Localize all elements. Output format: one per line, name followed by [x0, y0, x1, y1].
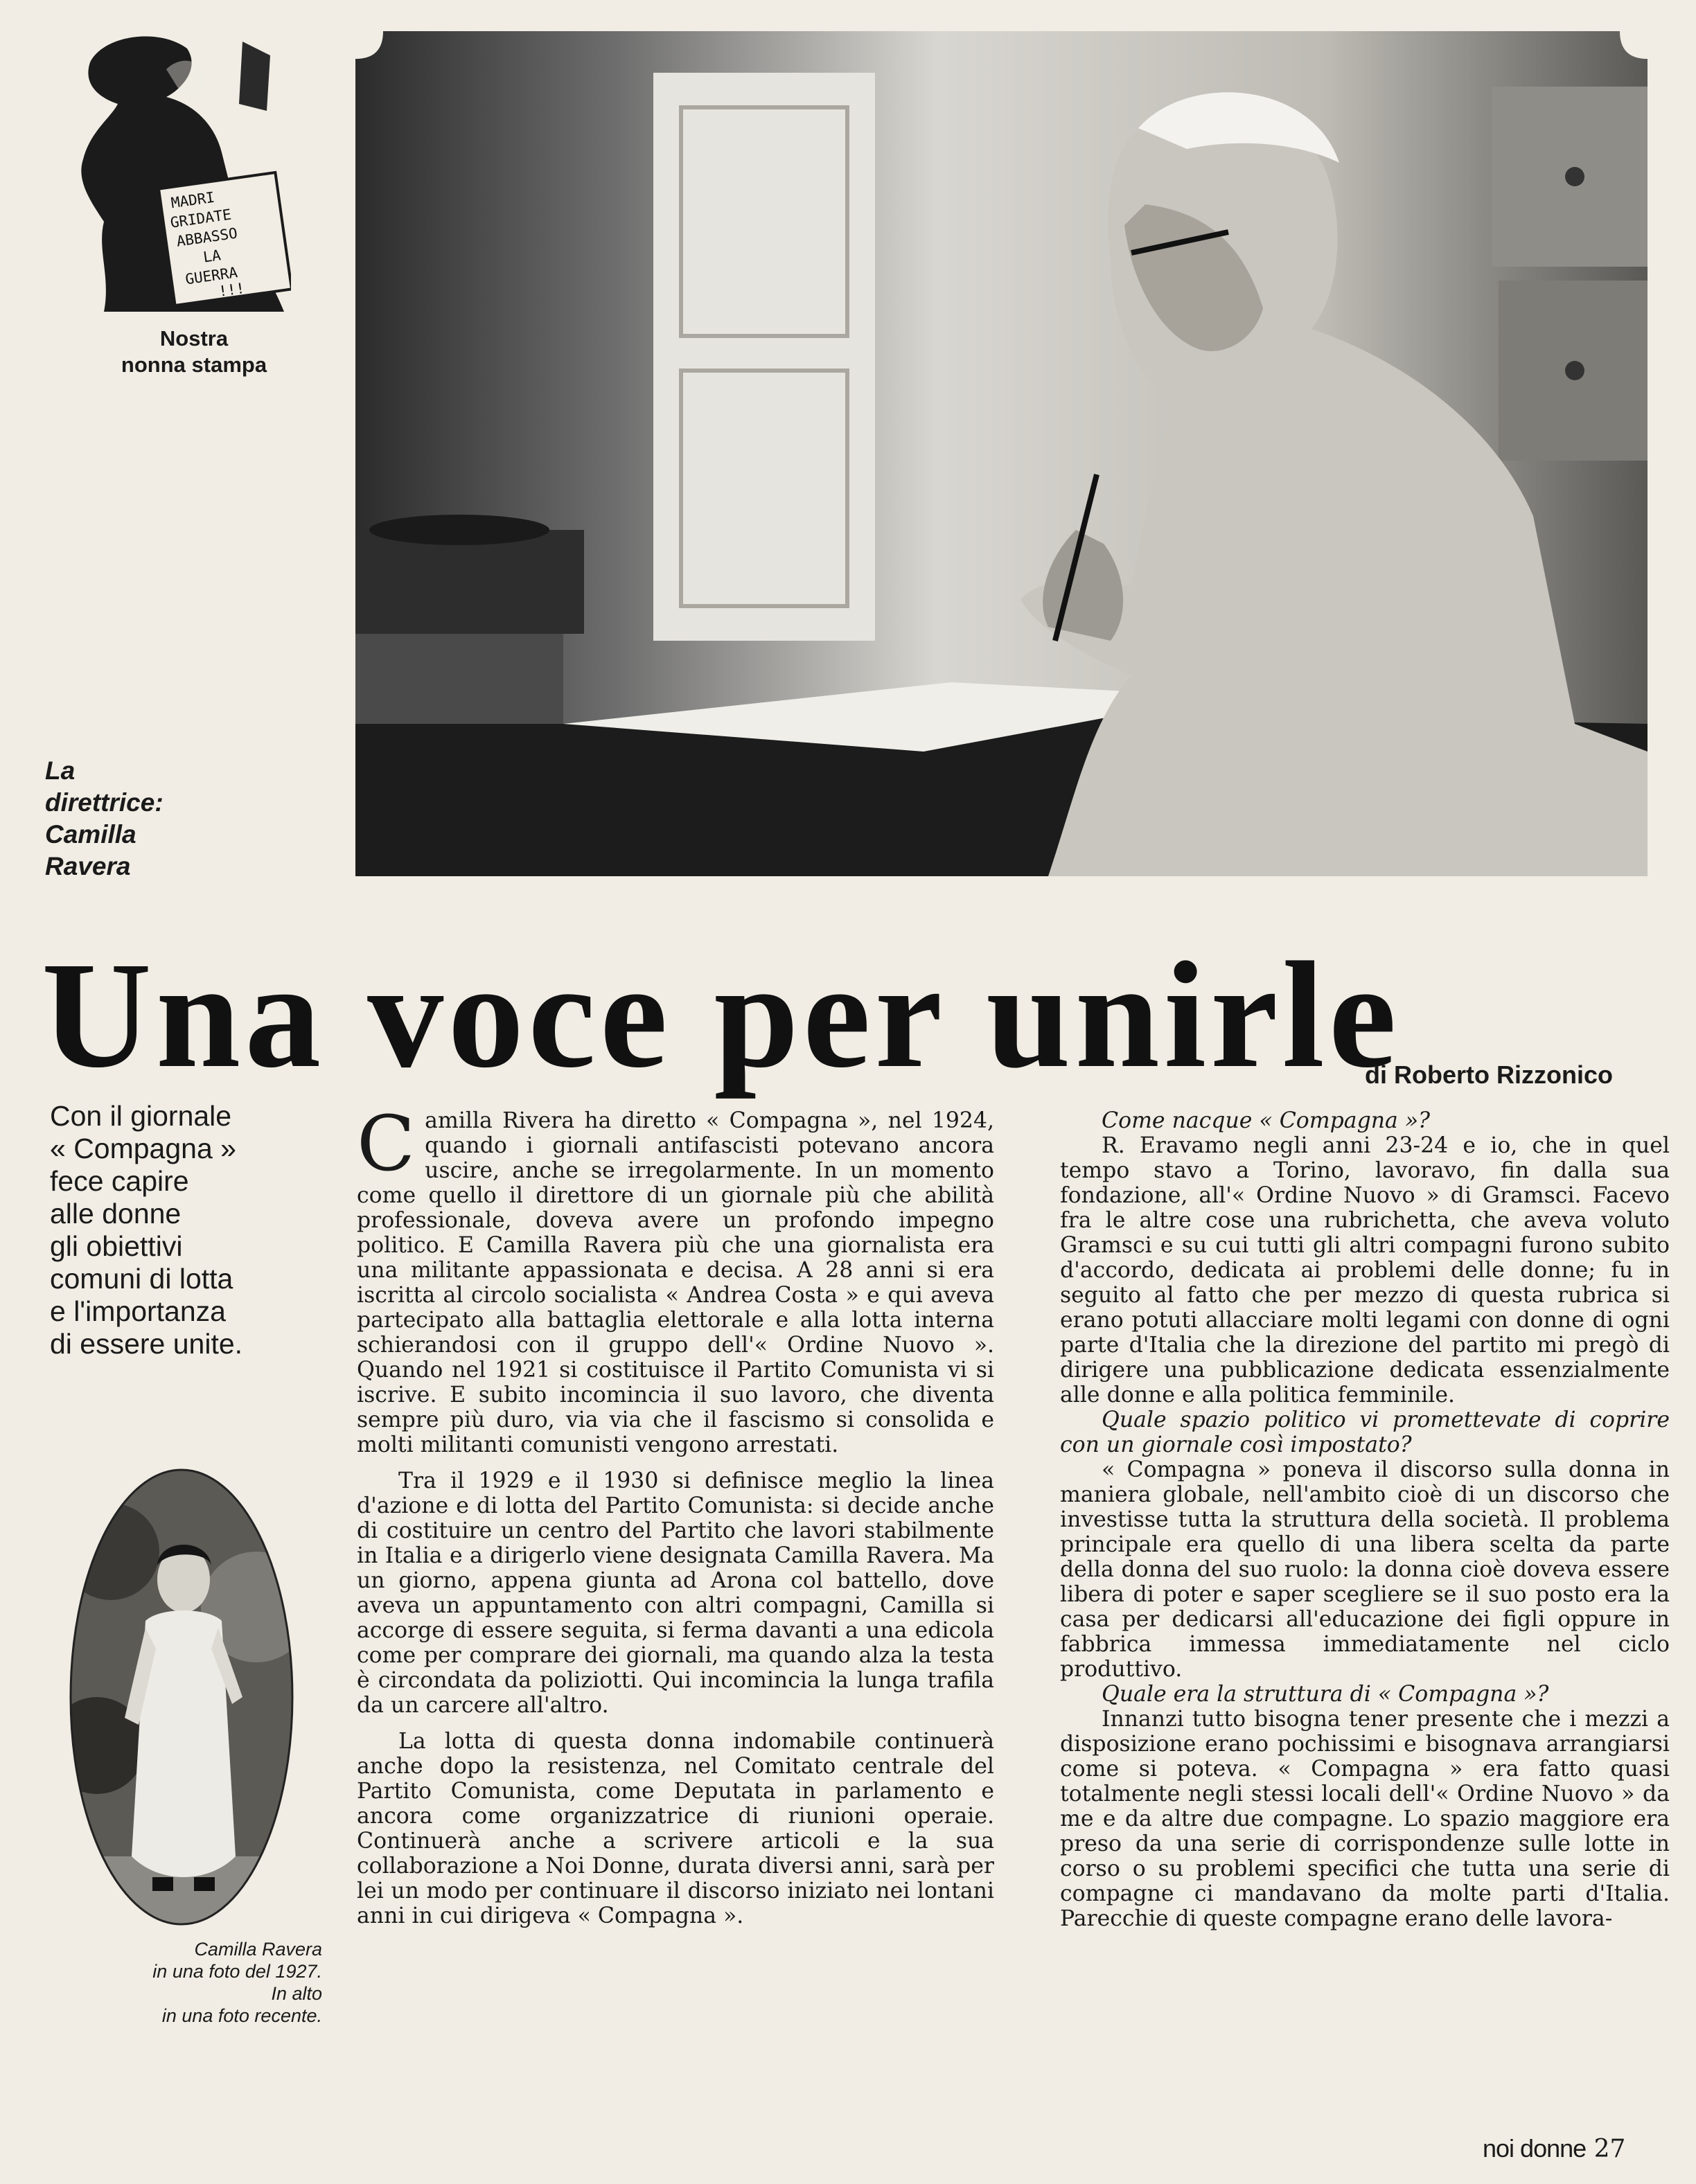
headline: Una voce per unirle: [42, 930, 1401, 1099]
article-paragraph: [357, 1099, 994, 1457]
caption-line: In alto: [271, 1983, 322, 2004]
interview-question: Quale spazio politico vi promettevate di coprire con un giornale così impostato?: [1060, 1408, 1670, 1457]
standfirst-line: alle donne: [50, 1198, 182, 1229]
woman-sign-illustration: [62, 28, 291, 319]
standfirst-line: Con il giornale: [50, 1100, 232, 1132]
standfirst-line: fece capire: [50, 1165, 189, 1197]
sign-text-line: !!!: [217, 279, 246, 300]
standfirst-line: gli obiettivi: [50, 1230, 183, 1262]
standfirst-line: comuni di lotta: [50, 1263, 233, 1295]
caption-line: direttrice:: [45, 788, 164, 817]
article-column-2: [1060, 1108, 1670, 1931]
caption-line: Ravera: [45, 852, 131, 880]
caption-line: Camilla Ravera: [194, 1939, 322, 1960]
interview-answer: « Compagna » poneva il discorso sulla donna in maniera globale, nell'ambito cioè di un discorso che investisse tutta la struttura della società. Il problema principale era quello di una libera scelta da parte della donna del suo ruolo: la donna cioè doveva essere libera di poter e saper scegliere se il suo posto era la casa per dedicarsi all'educazione dei figli oppure in fabbrica immessa immediatamente nel ciclo produttivo.: [1060, 1457, 1670, 1682]
article-column-1: [357, 1099, 994, 1928]
sign-text-line: ABBASSO: [175, 224, 239, 250]
page-footer: [1483, 2133, 1625, 2165]
interview-answer: R. Eravamo negli anni 23-24 e io, che in quel tempo stavo a Torino, lavoravo, fin dalla sua fondazione, all'« Ordine Nuovo » di Gramsci. Facevo fra le altre cose una rubrichetta, che aveva voluto Gramsci e su cui tutti gli altri compagni furono subito d'accordo, dedicata ai problemi delle donne; fu in seguito al fatto che per mezzo di questa rubrica si erano potuti allacciare molti legami con donne di ogni parte d'Italia che la direzione del partito mi pregò di dirigere una pubblicazione dedicata essenzialmente alle donne e alla politica femminile.: [1060, 1133, 1670, 1408]
magazine-name: noi donne: [1483, 2134, 1587, 2163]
caption-line: in una foto recente.: [161, 2005, 322, 2026]
caption-line: nonna stampa: [121, 353, 267, 377]
byline: di Roberto Rizzonico: [1365, 1060, 1613, 1089]
interview-answer: Innanzi tutto bisogna tener presente che i mezzi a disposizione erano pochissimi e bisognava arrangiarsi come si poteva. « Compagna » era fatto quasi totalmente negli stessi locali dell'« Ordine Nuovo » da me e da altre due compagne. Lo spazio maggiore era preso da una serie di corrispondenze sulle lotte in corso o su problemi specifici che tutta una serie di compagne ci mandavano da molte parti d'Italia. Parecchie di queste compagne erano delle lavora-: [1060, 1707, 1670, 1931]
interview-question: Quale era la struttura di « Compagna »?: [1102, 1682, 1549, 1707]
standfirst-line: e l'importanza: [50, 1295, 226, 1327]
caption-line: Nostra: [159, 326, 229, 350]
caption-line: La: [45, 756, 76, 785]
paragraph-text: amilla Rivera ha diretto « Compagna », nel 1924, quando i giornali antifascisti potevano ancora uscire, anche se irregolarmente. In un momento come quello il direttore di un giornale più che abilità professionale, doveva avere un profondo impegno politico. E Camilla Ravera più che una giornalista era una militante appassionata e decisa. A 28 anni si era iscritta al circolo socialista « Andrea Costa » e qui aveva partecipato alla battaglia elettorale e alla lotta interna schierandosi con il gruppo dell'« Ordine Nuovo ». Quando nel 1921 si costituisce il Partito Comunista vi si iscrive. E subito incomincia il suo lavoro, che diventa sempre più duro, via via che il fascismo si consolida e molti militanti comunisti vengono arrestati.: [357, 1108, 994, 1457]
article-paragraph: La lotta di questa donna indomabile continuerà anche dopo la resistenza, nel Comitato centrale del Partito Comunista, come Deputata in parlamento e ancora come organizzatrice di riunioni operaie. Continuerà anche a scrivere articoli e la sua collaborazione a Noi Donne, durata diversi anni, sarà per lei un modo per continuare il discorso iniziato nei lontani anni in cui dirigeva « Compagna ».: [357, 1729, 994, 1928]
caption-line: in una foto del 1927.: [152, 1961, 322, 1982]
sign-text-line: GUERRA: [184, 264, 239, 288]
caption-line: Camilla: [45, 820, 136, 849]
standfirst-line: di essere unite.: [50, 1328, 243, 1360]
camilla-ravera-photo: [355, 31, 1648, 876]
portrait-1927-photo: [69, 1468, 294, 1926]
illustration-caption: [104, 326, 284, 378]
interview-question: Come nacque « Compagna »?: [1102, 1108, 1430, 1133]
sign-text-line: GRIDATE: [169, 206, 233, 231]
sign-text-line: MADRI: [170, 188, 216, 212]
standfirst: [50, 1100, 320, 1360]
standfirst-line: « Compagna »: [50, 1133, 236, 1164]
page-number: 27: [1593, 2135, 1626, 2163]
drop-cap: C: [357, 1099, 416, 1188]
article-paragraph: Tra il 1929 e il 1930 si definisce meglio la linea d'azione e di lotta del Partito Comunista: si decide anche di costituire un centro del Partito che lavori stabilmente in Italia e a dirigerlo viene designata Camilla Ravera. Ma un giorno, appena giunta ad Arona col battello, dove aveva un appuntamento con altri compagni, Camilla si accorge di essere seguita, si ferma davanti a una edicola come per comprare dei giornali, ma quando alza la testa è circondata da poliziotti. Qui incomincia la lunga trafila da un carcere all'altro.: [357, 1468, 994, 1718]
photo-caption: [45, 755, 184, 882]
sign-text-line: LA: [202, 247, 222, 266]
portrait-caption: [42, 1938, 322, 2027]
